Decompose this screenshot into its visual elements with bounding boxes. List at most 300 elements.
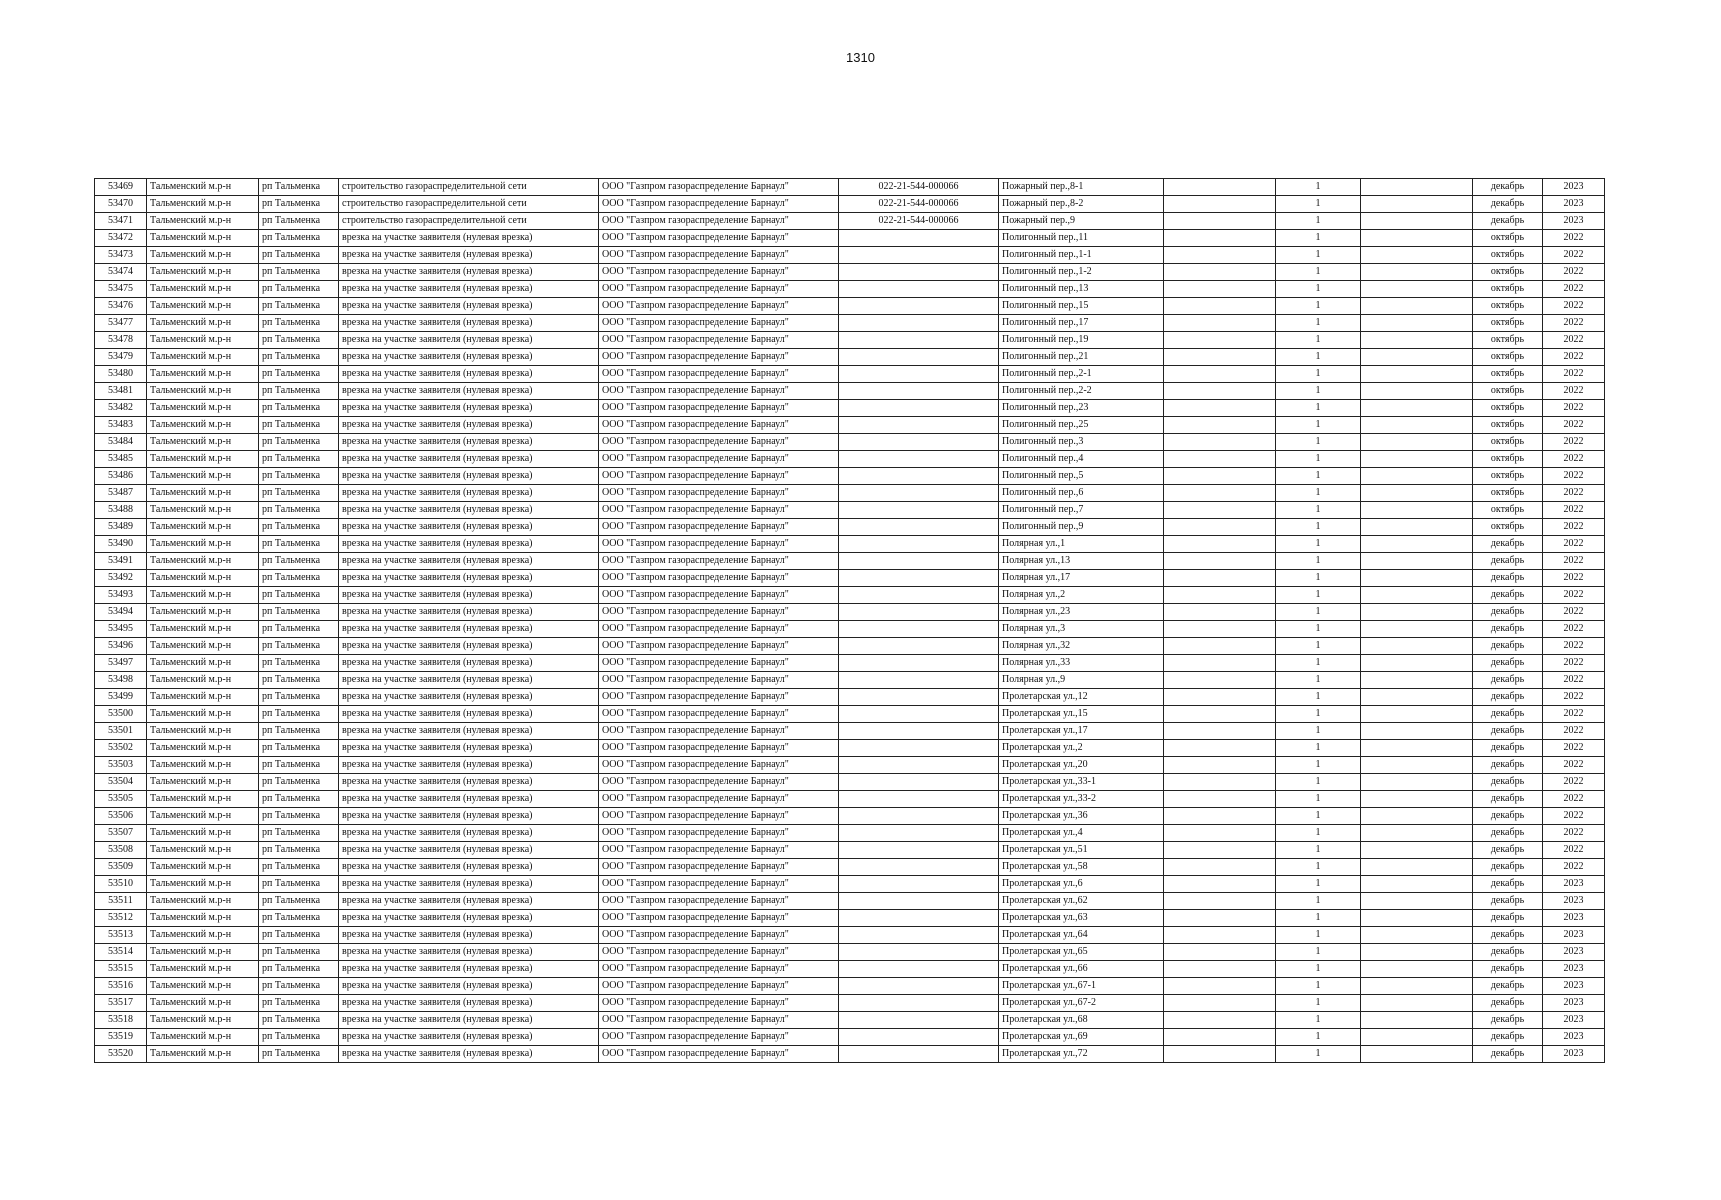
cell-empty-cell — [1361, 757, 1473, 774]
cell-empty-cell — [1164, 774, 1276, 791]
cell-work-type: врезка на участке заявителя (нулевая врезка) — [339, 706, 599, 723]
cell-month: декабрь — [1473, 587, 1543, 604]
cell-settlement: рп Тальменка — [259, 383, 339, 400]
cell-record-number: 53492 — [95, 570, 147, 587]
cell-record-number: 53511 — [95, 893, 147, 910]
cell-organization: ООО "Газпром газораспределение Барнаул" — [599, 468, 839, 485]
cell-organization: ООО "Газпром газораспределение Барнаул" — [599, 281, 839, 298]
cell-year: 2022 — [1543, 791, 1605, 808]
cell-district: Тальменский м.р-н — [147, 961, 259, 978]
cell-district: Тальменский м.р-н — [147, 740, 259, 757]
cell-object-code — [839, 570, 999, 587]
cell-district: Тальменский м.р-н — [147, 264, 259, 281]
cell-quantity: 1 — [1276, 519, 1361, 536]
table-row — [95, 757, 1605, 774]
cell-month: декабрь — [1473, 825, 1543, 842]
cell-address: Полярная ул.,33 — [999, 655, 1164, 672]
cell-empty-cell — [1164, 213, 1276, 230]
cell-month: октябрь — [1473, 247, 1543, 264]
cell-settlement: рп Тальменка — [259, 876, 339, 893]
cell-empty-cell — [1361, 1046, 1473, 1063]
cell-quantity: 1 — [1276, 553, 1361, 570]
cell-district: Тальменский м.р-н — [147, 383, 259, 400]
cell-object-code — [839, 774, 999, 791]
table-row — [95, 1046, 1605, 1063]
cell-empty-cell — [1164, 995, 1276, 1012]
cell-record-number: 53518 — [95, 1012, 147, 1029]
cell-organization: ООО "Газпром газораспределение Барнаул" — [599, 451, 839, 468]
table-row — [95, 553, 1605, 570]
cell-object-code — [839, 417, 999, 434]
cell-year: 2022 — [1543, 689, 1605, 706]
table-row — [95, 468, 1605, 485]
cell-empty-cell — [1361, 230, 1473, 247]
cell-object-code — [839, 468, 999, 485]
cell-month: октябрь — [1473, 434, 1543, 451]
cell-object-code — [839, 553, 999, 570]
cell-district: Тальменский м.р-н — [147, 1012, 259, 1029]
cell-object-code — [839, 349, 999, 366]
cell-address: Пролетарская ул.,62 — [999, 893, 1164, 910]
cell-quantity: 1 — [1276, 349, 1361, 366]
cell-empty-cell — [1361, 1029, 1473, 1046]
cell-district: Тальменский м.р-н — [147, 689, 259, 706]
cell-quantity: 1 — [1276, 842, 1361, 859]
cell-year: 2023 — [1543, 1029, 1605, 1046]
cell-district: Тальменский м.р-н — [147, 842, 259, 859]
cell-record-number: 53497 — [95, 655, 147, 672]
cell-month: октябрь — [1473, 502, 1543, 519]
cell-quantity: 1 — [1276, 281, 1361, 298]
cell-year: 2023 — [1543, 1012, 1605, 1029]
cell-district: Тальменский м.р-н — [147, 349, 259, 366]
cell-year: 2023 — [1543, 944, 1605, 961]
cell-quantity: 1 — [1276, 621, 1361, 638]
cell-work-type: врезка на участке заявителя (нулевая врезка) — [339, 825, 599, 842]
cell-settlement: рп Тальменка — [259, 910, 339, 927]
cell-organization: ООО "Газпром газораспределение Барнаул" — [599, 689, 839, 706]
cell-object-code — [839, 536, 999, 553]
table-row — [95, 740, 1605, 757]
cell-month: октябрь — [1473, 230, 1543, 247]
cell-district: Тальменский м.р-н — [147, 859, 259, 876]
cell-settlement: рп Тальменка — [259, 842, 339, 859]
cell-settlement: рп Тальменка — [259, 536, 339, 553]
cell-object-code — [839, 1046, 999, 1063]
table-row — [95, 927, 1605, 944]
cell-work-type: врезка на участке заявителя (нулевая врезка) — [339, 638, 599, 655]
cell-empty-cell — [1164, 230, 1276, 247]
cell-work-type: врезка на участке заявителя (нулевая врезка) — [339, 655, 599, 672]
cell-work-type: врезка на участке заявителя (нулевая врезка) — [339, 944, 599, 961]
cell-object-code — [839, 655, 999, 672]
cell-month: декабрь — [1473, 791, 1543, 808]
table-row — [95, 281, 1605, 298]
cell-work-type: врезка на участке заявителя (нулевая врезка) — [339, 927, 599, 944]
cell-record-number: 53507 — [95, 825, 147, 842]
cell-quantity: 1 — [1276, 502, 1361, 519]
cell-month: октябрь — [1473, 298, 1543, 315]
cell-organization: ООО "Газпром газораспределение Барнаул" — [599, 859, 839, 876]
cell-object-code — [839, 502, 999, 519]
table-row — [95, 315, 1605, 332]
cell-work-type: врезка на участке заявителя (нулевая врезка) — [339, 1046, 599, 1063]
cell-organization: ООО "Газпром газораспределение Барнаул" — [599, 213, 839, 230]
cell-address: Пролетарская ул.,36 — [999, 808, 1164, 825]
cell-settlement: рп Тальменка — [259, 434, 339, 451]
cell-address: Пролетарская ул.,2 — [999, 740, 1164, 757]
table-row — [95, 400, 1605, 417]
cell-settlement: рп Тальменка — [259, 298, 339, 315]
cell-work-type: врезка на участке заявителя (нулевая врезка) — [339, 604, 599, 621]
cell-district: Тальменский м.р-н — [147, 468, 259, 485]
cell-settlement: рп Тальменка — [259, 791, 339, 808]
cell-empty-cell — [1164, 740, 1276, 757]
cell-record-number: 53474 — [95, 264, 147, 281]
table-row — [95, 723, 1605, 740]
cell-district: Тальменский м.р-н — [147, 791, 259, 808]
cell-address: Пожарный пер.,8-1 — [999, 179, 1164, 196]
cell-empty-cell — [1361, 434, 1473, 451]
cell-work-type: врезка на участке заявителя (нулевая врезка) — [339, 570, 599, 587]
cell-empty-cell — [1164, 842, 1276, 859]
cell-month: октябрь — [1473, 281, 1543, 298]
cell-object-code — [839, 995, 999, 1012]
cell-year: 2022 — [1543, 757, 1605, 774]
cell-quantity: 1 — [1276, 332, 1361, 349]
cell-empty-cell — [1164, 961, 1276, 978]
cell-address: Пролетарская ул.,58 — [999, 859, 1164, 876]
cell-object-code — [839, 264, 999, 281]
cell-organization: ООО "Газпром газораспределение Барнаул" — [599, 536, 839, 553]
cell-organization: ООО "Газпром газораспределение Барнаул" — [599, 1012, 839, 1029]
cell-object-code — [839, 859, 999, 876]
cell-record-number: 53475 — [95, 281, 147, 298]
cell-empty-cell — [1361, 638, 1473, 655]
cell-record-number: 53514 — [95, 944, 147, 961]
cell-quantity: 1 — [1276, 893, 1361, 910]
cell-address: Пролетарская ул.,6 — [999, 876, 1164, 893]
table-row — [95, 1029, 1605, 1046]
cell-address: Полярная ул.,23 — [999, 604, 1164, 621]
cell-organization: ООО "Газпром газораспределение Барнаул" — [599, 961, 839, 978]
cell-district: Тальменский м.р-н — [147, 927, 259, 944]
cell-district: Тальменский м.р-н — [147, 179, 259, 196]
cell-year: 2022 — [1543, 774, 1605, 791]
cell-empty-cell — [1361, 774, 1473, 791]
cell-organization: ООО "Газпром газораспределение Барнаул" — [599, 876, 839, 893]
cell-address: Полярная ул.,9 — [999, 672, 1164, 689]
cell-object-code — [839, 740, 999, 757]
cell-year: 2023 — [1543, 978, 1605, 995]
cell-settlement: рп Тальменка — [259, 400, 339, 417]
cell-work-type: врезка на участке заявителя (нулевая врезка) — [339, 774, 599, 791]
cell-quantity: 1 — [1276, 485, 1361, 502]
cell-work-type: врезка на участке заявителя (нулевая врезка) — [339, 1012, 599, 1029]
cell-empty-cell — [1164, 536, 1276, 553]
cell-month: декабрь — [1473, 961, 1543, 978]
cell-empty-cell — [1164, 655, 1276, 672]
cell-empty-cell — [1361, 706, 1473, 723]
cell-quantity: 1 — [1276, 638, 1361, 655]
cell-empty-cell — [1164, 859, 1276, 876]
cell-district: Тальменский м.р-н — [147, 587, 259, 604]
cell-address: Пролетарская ул.,12 — [999, 689, 1164, 706]
cell-empty-cell — [1361, 689, 1473, 706]
cell-district: Тальменский м.р-н — [147, 978, 259, 995]
cell-year: 2022 — [1543, 655, 1605, 672]
cell-record-number: 53500 — [95, 706, 147, 723]
cell-empty-cell — [1361, 264, 1473, 281]
cell-address: Пролетарская ул.,66 — [999, 961, 1164, 978]
cell-month: декабрь — [1473, 706, 1543, 723]
cell-address: Полигонный пер.,23 — [999, 400, 1164, 417]
cell-empty-cell — [1361, 281, 1473, 298]
cell-district: Тальменский м.р-н — [147, 213, 259, 230]
cell-organization: ООО "Газпром газораспределение Барнаул" — [599, 910, 839, 927]
cell-address: Пролетарская ул.,15 — [999, 706, 1164, 723]
cell-month: октябрь — [1473, 451, 1543, 468]
cell-object-code — [839, 689, 999, 706]
cell-empty-cell — [1361, 961, 1473, 978]
cell-address: Полигонный пер.,13 — [999, 281, 1164, 298]
cell-month: декабрь — [1473, 774, 1543, 791]
cell-empty-cell — [1164, 910, 1276, 927]
cell-organization: ООО "Газпром газораспределение Барнаул" — [599, 757, 839, 774]
cell-month: октябрь — [1473, 519, 1543, 536]
cell-year: 2023 — [1543, 910, 1605, 927]
cell-work-type: врезка на участке заявителя (нулевая врезка) — [339, 893, 599, 910]
cell-empty-cell — [1361, 604, 1473, 621]
cell-organization: ООО "Газпром газораспределение Барнаул" — [599, 842, 839, 859]
cell-quantity: 1 — [1276, 910, 1361, 927]
cell-year: 2022 — [1543, 247, 1605, 264]
cell-record-number: 53512 — [95, 910, 147, 927]
cell-quantity: 1 — [1276, 400, 1361, 417]
cell-record-number: 53483 — [95, 417, 147, 434]
cell-year: 2022 — [1543, 349, 1605, 366]
cell-organization: ООО "Газпром газораспределение Барнаул" — [599, 604, 839, 621]
cell-quantity: 1 — [1276, 978, 1361, 995]
cell-work-type: врезка на участке заявителя (нулевая врезка) — [339, 298, 599, 315]
cell-record-number: 53508 — [95, 842, 147, 859]
cell-organization: ООО "Газпром газораспределение Барнаул" — [599, 808, 839, 825]
cell-empty-cell — [1164, 196, 1276, 213]
cell-year: 2023 — [1543, 179, 1605, 196]
cell-organization: ООО "Газпром газораспределение Барнаул" — [599, 179, 839, 196]
cell-record-number: 53487 — [95, 485, 147, 502]
cell-year: 2022 — [1543, 672, 1605, 689]
cell-quantity: 1 — [1276, 1029, 1361, 1046]
cell-quantity: 1 — [1276, 383, 1361, 400]
page-number: 1310 — [846, 50, 875, 65]
cell-empty-cell — [1164, 179, 1276, 196]
cell-settlement: рп Тальменка — [259, 468, 339, 485]
cell-quantity: 1 — [1276, 740, 1361, 757]
cell-year: 2022 — [1543, 519, 1605, 536]
cell-organization: ООО "Газпром газораспределение Барнаул" — [599, 706, 839, 723]
cell-work-type: врезка на участке заявителя (нулевая врезка) — [339, 417, 599, 434]
cell-address: Полигонный пер.,21 — [999, 349, 1164, 366]
cell-settlement: рп Тальменка — [259, 349, 339, 366]
cell-district: Тальменский м.р-н — [147, 723, 259, 740]
cell-organization: ООО "Газпром газораспределение Барнаул" — [599, 400, 839, 417]
table-row — [95, 978, 1605, 995]
cell-empty-cell — [1164, 978, 1276, 995]
cell-empty-cell — [1164, 502, 1276, 519]
cell-empty-cell — [1361, 859, 1473, 876]
cell-work-type: врезка на участке заявителя (нулевая врезка) — [339, 434, 599, 451]
cell-month: декабрь — [1473, 1012, 1543, 1029]
cell-work-type: врезка на участке заявителя (нулевая врезка) — [339, 519, 599, 536]
cell-empty-cell — [1361, 417, 1473, 434]
cell-object-code — [839, 944, 999, 961]
cell-empty-cell — [1361, 247, 1473, 264]
cell-record-number: 53471 — [95, 213, 147, 230]
cell-settlement: рп Тальменка — [259, 213, 339, 230]
cell-record-number: 53489 — [95, 519, 147, 536]
cell-empty-cell — [1361, 1012, 1473, 1029]
cell-settlement: рп Тальменка — [259, 621, 339, 638]
cell-quantity: 1 — [1276, 417, 1361, 434]
cell-empty-cell — [1164, 264, 1276, 281]
cell-organization: ООО "Газпром газораспределение Барнаул" — [599, 332, 839, 349]
cell-object-code — [839, 876, 999, 893]
cell-empty-cell — [1164, 468, 1276, 485]
cell-organization: ООО "Газпром газораспределение Барнаул" — [599, 672, 839, 689]
table-row — [95, 298, 1605, 315]
cell-month: декабрь — [1473, 570, 1543, 587]
cell-settlement: рп Тальменка — [259, 689, 339, 706]
cell-month: декабрь — [1473, 689, 1543, 706]
cell-empty-cell — [1164, 485, 1276, 502]
cell-record-number: 53506 — [95, 808, 147, 825]
cell-address: Полигонный пер.,7 — [999, 502, 1164, 519]
cell-empty-cell — [1164, 808, 1276, 825]
table-row — [95, 876, 1605, 893]
cell-year: 2022 — [1543, 315, 1605, 332]
cell-year: 2022 — [1543, 366, 1605, 383]
cell-month: декабрь — [1473, 536, 1543, 553]
cell-object-code — [839, 757, 999, 774]
cell-object-code — [839, 791, 999, 808]
cell-month: декабрь — [1473, 808, 1543, 825]
cell-work-type: строительство газораспределительной сети — [339, 213, 599, 230]
cell-empty-cell — [1164, 298, 1276, 315]
cell-empty-cell — [1164, 893, 1276, 910]
cell-work-type: врезка на участке заявителя (нулевая врезка) — [339, 961, 599, 978]
cell-district: Тальменский м.р-н — [147, 1046, 259, 1063]
table-row — [95, 179, 1605, 196]
cell-empty-cell — [1164, 689, 1276, 706]
cell-organization: ООО "Газпром газораспределение Барнаул" — [599, 417, 839, 434]
cell-record-number: 53509 — [95, 859, 147, 876]
cell-settlement: рп Тальменка — [259, 230, 339, 247]
table-row — [95, 808, 1605, 825]
cell-address: Пролетарская ул.,67-2 — [999, 995, 1164, 1012]
cell-year: 2022 — [1543, 553, 1605, 570]
cell-quantity: 1 — [1276, 1046, 1361, 1063]
cell-month: декабрь — [1473, 978, 1543, 995]
cell-empty-cell — [1361, 978, 1473, 995]
cell-month: декабрь — [1473, 196, 1543, 213]
cell-quantity: 1 — [1276, 995, 1361, 1012]
cell-year: 2022 — [1543, 230, 1605, 247]
cell-object-code — [839, 621, 999, 638]
cell-organization: ООО "Газпром газораспределение Барнаул" — [599, 638, 839, 655]
cell-empty-cell — [1361, 400, 1473, 417]
cell-settlement: рп Тальменка — [259, 995, 339, 1012]
cell-quantity: 1 — [1276, 536, 1361, 553]
cell-record-number: 53498 — [95, 672, 147, 689]
cell-address: Пролетарская ул.,67-1 — [999, 978, 1164, 995]
cell-object-code — [839, 1012, 999, 1029]
table-row — [95, 604, 1605, 621]
cell-organization: ООО "Газпром газораспределение Барнаул" — [599, 264, 839, 281]
table-row — [95, 893, 1605, 910]
cell-quantity: 1 — [1276, 434, 1361, 451]
cell-object-code — [839, 978, 999, 995]
cell-record-number: 53481 — [95, 383, 147, 400]
cell-year: 2022 — [1543, 842, 1605, 859]
cell-empty-cell — [1164, 944, 1276, 961]
cell-quantity: 1 — [1276, 264, 1361, 281]
cell-record-number: 53513 — [95, 927, 147, 944]
cell-work-type: врезка на участке заявителя (нулевая врезка) — [339, 689, 599, 706]
cell-empty-cell — [1164, 519, 1276, 536]
cell-month: декабрь — [1473, 638, 1543, 655]
cell-empty-cell — [1361, 621, 1473, 638]
cell-object-code — [839, 638, 999, 655]
cell-quantity: 1 — [1276, 451, 1361, 468]
cell-object-code — [839, 825, 999, 842]
cell-empty-cell — [1164, 366, 1276, 383]
cell-work-type: врезка на участке заявителя (нулевая врезка) — [339, 740, 599, 757]
cell-empty-cell — [1361, 723, 1473, 740]
cell-address: Пролетарская ул.,65 — [999, 944, 1164, 961]
cell-district: Тальменский м.р-н — [147, 247, 259, 264]
cell-address: Пролетарская ул.,33-1 — [999, 774, 1164, 791]
cell-quantity: 1 — [1276, 298, 1361, 315]
cell-record-number: 53520 — [95, 1046, 147, 1063]
cell-year: 2022 — [1543, 485, 1605, 502]
cell-address: Пролетарская ул.,20 — [999, 757, 1164, 774]
cell-organization: ООО "Газпром газораспределение Барнаул" — [599, 978, 839, 995]
cell-settlement: рп Тальменка — [259, 740, 339, 757]
cell-record-number: 53515 — [95, 961, 147, 978]
cell-quantity: 1 — [1276, 247, 1361, 264]
cell-empty-cell — [1361, 842, 1473, 859]
cell-work-type: врезка на участке заявителя (нулевая врезка) — [339, 1029, 599, 1046]
cell-district: Тальменский м.р-н — [147, 706, 259, 723]
cell-address: Полярная ул.,32 — [999, 638, 1164, 655]
cell-object-code — [839, 451, 999, 468]
cell-record-number: 53477 — [95, 315, 147, 332]
cell-month: декабрь — [1473, 910, 1543, 927]
table-row — [95, 451, 1605, 468]
cell-settlement: рп Тальменка — [259, 587, 339, 604]
cell-month: октябрь — [1473, 383, 1543, 400]
table-row — [95, 213, 1605, 230]
cell-year: 2022 — [1543, 570, 1605, 587]
cell-month: декабрь — [1473, 1046, 1543, 1063]
cell-record-number: 53510 — [95, 876, 147, 893]
cell-address: Полярная ул.,3 — [999, 621, 1164, 638]
table-row — [95, 434, 1605, 451]
cell-settlement: рп Тальменка — [259, 366, 339, 383]
cell-empty-cell — [1361, 179, 1473, 196]
cell-organization: ООО "Газпром газораспределение Барнаул" — [599, 1029, 839, 1046]
